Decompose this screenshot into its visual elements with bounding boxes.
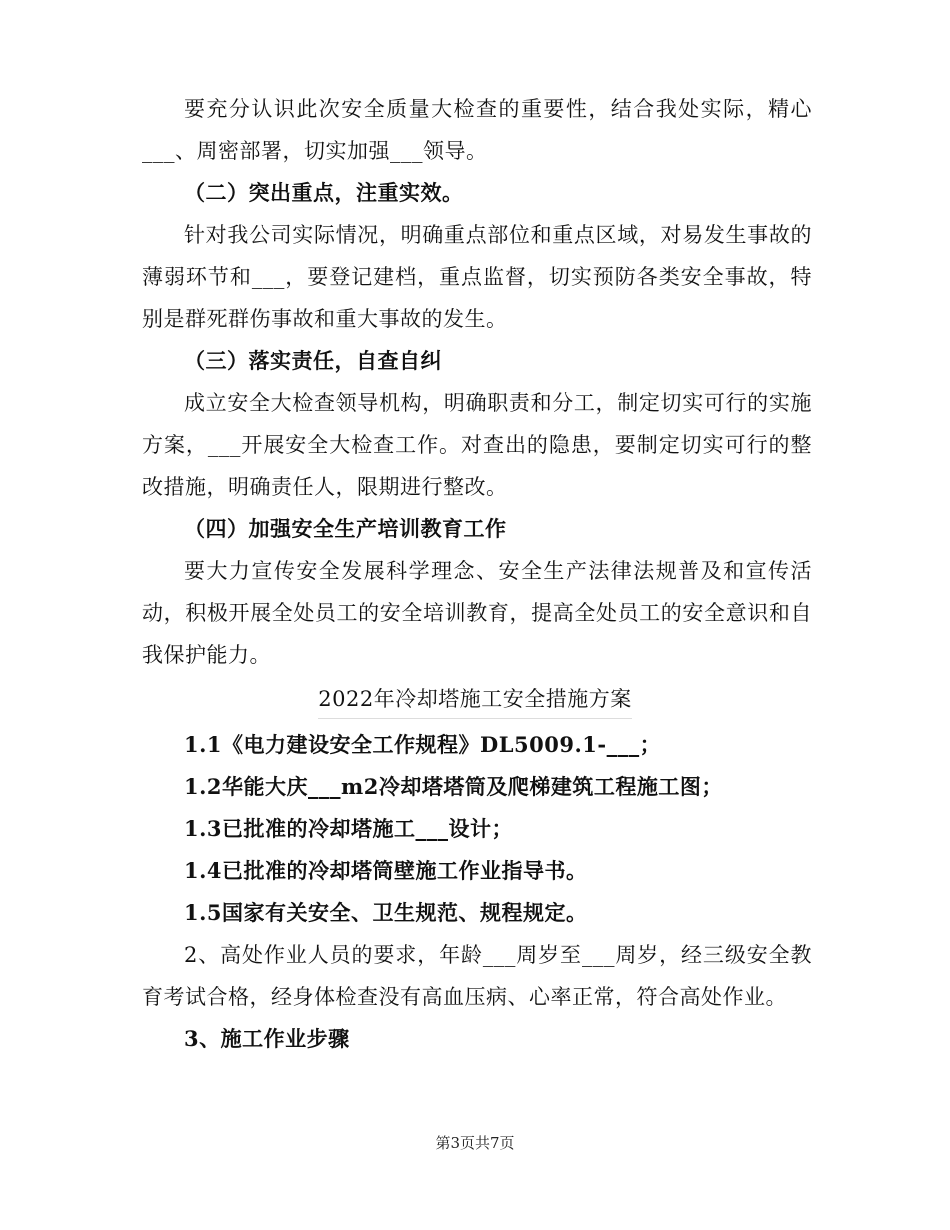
list-item-1-4: 1.4已批准的冷却塔筒壁施工作业指导书。 [184,858,588,883]
list-item-1-2: 1.2华能大庆___m2冷却塔塔筒及爬梯建筑工程施工图； [184,774,723,799]
heading-focus: （二）突出重点，注重实效。 [184,180,464,205]
page-number: 第3页共7页 [435,1134,515,1152]
document-title-text: 2022年冷却塔施工安全措施方案 [318,684,631,719]
paragraph-training: 要大力宣传安全发展科学理念、安全生产法律法规普及和宣传活动，积极开展全处员工的安全培训教育，提高全处员工的安全意识和自我保护能力。 [142,559,812,667]
heading-responsibility: （三）落实责任，自查自纠 [184,348,442,373]
heading-construction-steps: 3、施工作业步骤 [184,1026,350,1051]
paragraph-focus: 针对我公司实际情况，明确重点部位和重点区域，对易发生事故的薄弱环节和___，要登记建档，重点监督，切实预防各类安全事故，特别是群死群伤事故和重大事故的发生。 [142,223,812,331]
paragraph-worker-requirements: 2、高处作业人员的要求，年龄___周岁至___周岁，经三级安全教育考试合格，经身体检查没有高血压病、心率正常，符合高处作业。 [142,943,812,1009]
paragraph-responsibility: 成立安全大检查领导机构，明确职责和分工，制定切实可行的实施方案，___开展安全大检查工作。对查出的隐患，要制定切实可行的整改措施，明确责任人，限期进行整改。 [142,391,812,499]
list-item-1-5: 1.5国家有关安全、卫生规范、规程规定。 [184,900,588,925]
list-item-1-3: 1.3已批准的冷却塔施工___设计； [184,816,514,841]
list-item-1-1: 1.1《电力建设安全工作规程》DL5009.1-___； [184,732,662,757]
heading-training: （四）加强安全生产培训教育工作 [184,516,507,541]
document-title [0,684,950,719]
paragraph-importance: 要充分认识此次安全质量大检查的重要性，结合我处实际，精心___、周密部署，切实加强___领导。 [142,97,812,163]
